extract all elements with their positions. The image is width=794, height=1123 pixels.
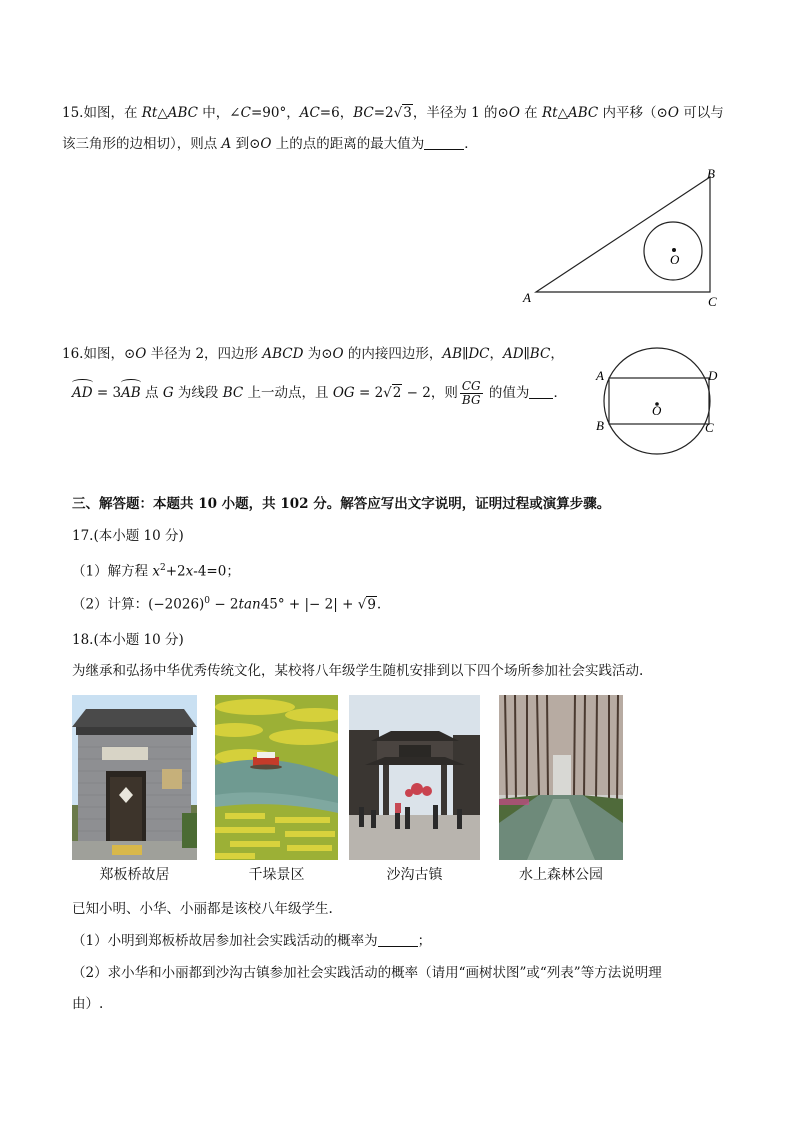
q16-line1 (62, 344, 564, 364)
text: =6， (319, 105, 354, 121)
answer-blank[interactable] (424, 135, 464, 150)
text: . (376, 596, 382, 613)
label-c: C (708, 294, 717, 309)
q18-part1 (72, 931, 431, 951)
q18-heading: 18.(本小题 10 分) (72, 632, 184, 648)
caption-zheng-banqiao: 郑板桥故居 (99, 867, 170, 883)
fraction-cg-bg (460, 380, 483, 407)
label-a: A (596, 368, 604, 383)
water-forest-park-photo (499, 695, 623, 860)
q18-part2-line2: 由）. (72, 996, 104, 1012)
triangle-abc (536, 177, 710, 292)
fraction-denominator: BG (461, 393, 481, 407)
q17-heading: 17.(本小题 10 分) (72, 528, 184, 544)
text: 上的点的距离的最大值为 (271, 136, 425, 152)
text: （1）解方程 (72, 563, 153, 580)
text: tan (238, 596, 261, 613)
label-a: A (523, 290, 531, 305)
text: ∥ (523, 346, 530, 362)
text: ； (417, 933, 432, 949)
text: 内平移（⊙ (598, 105, 668, 121)
zheng-banqiao-residence-photo (72, 695, 197, 860)
label-b: B (596, 418, 604, 433)
text: 在 (519, 105, 542, 121)
text: 的内接四边形， (343, 346, 443, 362)
text: AD (502, 346, 524, 362)
q17-part2 (72, 591, 381, 615)
fraction-numerator: CG (461, 379, 481, 393)
caption-shagou: 沙沟古镇 (386, 867, 443, 883)
text: O (135, 346, 147, 362)
text: -4=0； (193, 563, 240, 580)
forest-illustration (499, 695, 623, 860)
sqrt-sign: √ (357, 596, 367, 613)
text: ，半径为 1 的⊙ (412, 105, 509, 121)
text: ， (550, 346, 564, 362)
q18-known: 已知小明、小华、小丽都是该校八年级学生. (72, 901, 333, 917)
text: − 2，则 (402, 385, 458, 401)
text: OG (332, 385, 355, 401)
caption-qianduo: 千垛景区 (248, 867, 305, 883)
text: 16.如图，⊙ (62, 346, 136, 362)
sqrt-sign: √ (383, 385, 392, 401)
q16-line2 (72, 380, 567, 407)
sqrt-radicand: 3 (403, 105, 412, 121)
text: C (240, 105, 251, 121)
text: （2）计算： (72, 596, 149, 613)
label-d: D (708, 368, 718, 383)
q17-part1 (72, 558, 240, 582)
text: 该三角形的边相切），则点 (62, 136, 222, 152)
q16-circle-figure (590, 344, 730, 459)
text: BC (353, 105, 374, 121)
text: O (667, 105, 679, 121)
text: A (221, 136, 232, 152)
answer-blank[interactable] (378, 932, 418, 947)
arc-ab: AB (121, 385, 141, 401)
text: 为⊙ (303, 346, 333, 362)
text: BC (529, 346, 551, 362)
caption-water-forest: 水上森林公园 (519, 867, 603, 883)
q15-triangle-figure (515, 160, 735, 310)
text: = 3 (92, 385, 122, 401)
text: ， (489, 346, 503, 362)
text: Rt (541, 105, 558, 121)
text: AB (442, 346, 463, 362)
q15-line2 (62, 134, 478, 154)
text: (−2026) (148, 596, 205, 613)
label-o: O (652, 403, 662, 418)
text: 45° + |− 2| + (260, 596, 358, 613)
text: ABC (567, 105, 599, 121)
text: 半径为 2，四边形 (146, 346, 263, 362)
sqrt-sign: √ (393, 105, 403, 121)
text: BC (222, 385, 244, 401)
text: 可以与 (678, 105, 724, 121)
text: ． (553, 385, 567, 401)
text: △ (557, 105, 568, 121)
text: =2 (373, 105, 394, 121)
text: O (260, 136, 272, 152)
label-o: O (670, 252, 680, 267)
text: − 2 (210, 596, 239, 613)
arc-ad: AD (72, 385, 93, 401)
text: O (508, 105, 520, 121)
text: 点 (140, 385, 163, 401)
text: G (162, 385, 174, 401)
text: = 2 (354, 385, 384, 401)
label-b: B (707, 166, 715, 181)
sqrt-radicand: 9 (367, 596, 376, 613)
shagou-ancient-town-photo (349, 695, 480, 860)
section-heading: 三、解答题：本题共 10 小题，共 102 分。解答应写出文字说明，证明过程或演算步骤。 (72, 496, 611, 512)
shagou-illustration (349, 695, 480, 860)
text: ABCD (262, 346, 304, 362)
text: 为线段 (173, 385, 223, 401)
text: ABC (167, 105, 198, 121)
qianduo-scenic-photo (215, 695, 338, 860)
text: O (332, 346, 344, 362)
exponent: 2 (160, 563, 166, 573)
circle-o (604, 348, 710, 454)
text: ∥ (462, 346, 469, 362)
text: =90°， (250, 105, 300, 121)
text: 到⊙ (231, 136, 261, 152)
text: x (185, 563, 194, 580)
text: 的值为 (484, 385, 530, 401)
text: Rt (141, 105, 158, 121)
q15-line1 (62, 103, 724, 123)
text: （1）小明到郑板桥故居参加社会实践活动的概率为 (72, 933, 378, 949)
residence-illustration (72, 695, 197, 860)
q18-part2-line1: （2）求小华和小丽都到沙沟古镇参加社会实践活动的概率（请用“画树状图”或“列表”等方法说明理 (72, 965, 662, 981)
text: +2 (165, 563, 186, 580)
answer-blank[interactable] (529, 384, 553, 399)
text: DC (468, 346, 490, 362)
text: AC (299, 105, 320, 121)
text: 中，∠ (198, 105, 241, 121)
exponent: 0 (204, 596, 211, 606)
sqrt-radicand: 2 (392, 385, 402, 401)
q18-intro: 为继承和弘扬中华优秀传统文化，某校将八年级学生随机安排到以下四个场所参加社会实践活动. (72, 663, 644, 679)
text: 15.如图，在 (62, 105, 142, 121)
text: 上一动点，且 (243, 385, 333, 401)
text: ． (464, 136, 478, 152)
qianduo-illustration (215, 695, 338, 860)
text: △ (157, 105, 168, 121)
text: x (152, 563, 161, 580)
label-c: C (705, 420, 714, 435)
